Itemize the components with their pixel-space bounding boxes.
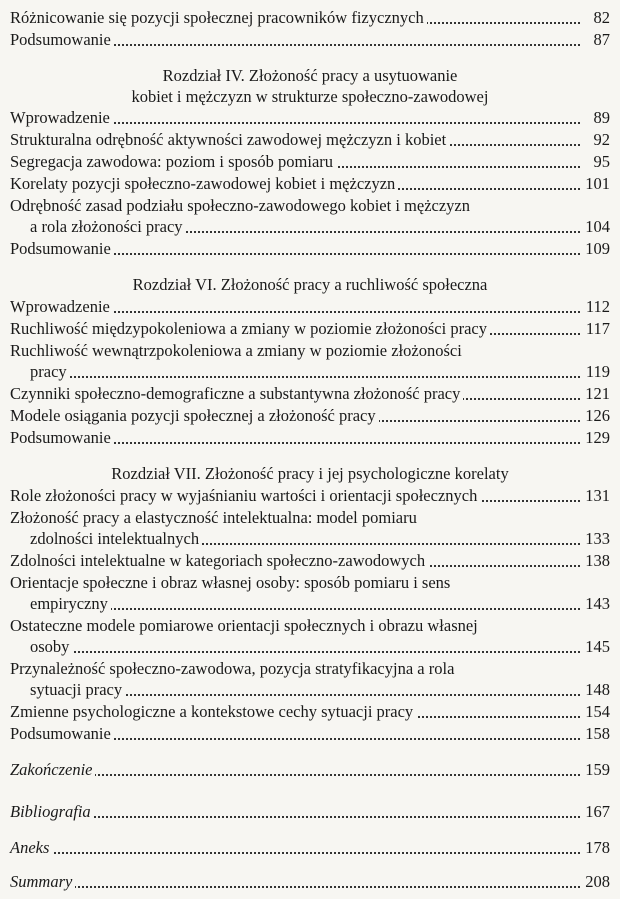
dot-leader — [10, 816, 580, 818]
toc-page-number: 101 — [582, 174, 610, 194]
toc-entry-label: empiryczny — [30, 594, 111, 614]
toc-entry — [10, 239, 610, 259]
toc-entry-first-line: Ruchliwość wewnątrzpokoleniowa a zmiany w poziomie złożoności — [10, 341, 462, 360]
toc-page-number: 145 — [582, 637, 610, 657]
toc-entry-label: Strukturalna odrębność aktywności zawodowej mężczyzn i kobiet — [10, 130, 449, 150]
toc-page-number: 158 — [582, 724, 610, 744]
toc-entry-label: Segregacja zawodowa: poziom i sposób pomiaru — [10, 152, 336, 172]
toc-page-number: 208 — [582, 872, 610, 892]
chapter-title: Rozdział VII. Złożoność pracy i jej psychologiczne korelaty — [111, 464, 509, 483]
toc-page-number: 126 — [582, 406, 610, 426]
dot-leader — [10, 852, 580, 854]
toc-entry-label: Summary — [10, 872, 75, 892]
toc-entry-label: pracy — [30, 362, 70, 382]
toc-entry-bibliography — [10, 802, 610, 822]
toc-page-number: 133 — [582, 529, 610, 549]
toc-entry-label: Wprowadzenie — [10, 297, 113, 317]
chapter-title: Rozdział VI. Złożoność pracy a ruchliwość społeczna — [132, 275, 488, 294]
toc-page-number: 138 — [582, 551, 610, 571]
toc-entry-label: Modele osiągania pozycji społecznej a złożoność pracy — [10, 406, 379, 426]
toc-page-number: 148 — [582, 680, 610, 700]
toc-entry-label: a rola złożoności pracy — [30, 217, 186, 237]
toc-entry-first-line: Odrębność zasad podziału społeczno-zawodowego kobiet i mężczyzn — [10, 196, 470, 215]
toc-page-number: 119 — [583, 362, 610, 382]
toc-entry-label: Aneks — [10, 838, 52, 858]
dot-leader — [30, 608, 580, 610]
toc-entry-label: Podsumowanie — [10, 428, 114, 448]
dot-leader — [30, 376, 580, 378]
toc-entry — [10, 174, 610, 194]
toc-entry-label: Zakończenie — [10, 760, 95, 780]
toc-entry-label: Podsumowanie — [10, 239, 114, 259]
toc-entry — [10, 319, 610, 339]
toc-entry — [10, 130, 610, 150]
toc-entry — [10, 108, 610, 128]
toc-entry — [10, 152, 610, 172]
toc-page-number: 154 — [582, 702, 610, 722]
toc-entry-label: osoby — [30, 637, 72, 657]
toc-entry — [10, 529, 610, 549]
toc-entry-label: Zmienne psychologiczne a kontekstowe cechy sytuacji pracy — [10, 702, 416, 722]
toc-entry-label: sytuacji pracy — [30, 680, 125, 700]
toc-entry — [10, 594, 610, 614]
toc-page-number: 112 — [583, 297, 610, 317]
toc-entry-label: Wprowadzenie — [10, 108, 113, 128]
toc-page-number: 178 — [582, 838, 610, 858]
toc-page-number: 109 — [582, 239, 610, 259]
toc-entry — [10, 362, 610, 382]
toc-page-number: 143 — [582, 594, 610, 614]
toc-entry — [10, 406, 610, 426]
toc-page-number: 131 — [582, 486, 610, 506]
dot-leader — [10, 886, 580, 888]
toc-page-number: 159 — [582, 760, 610, 780]
toc-entry — [10, 680, 610, 700]
toc-entry-label: Role złożoności pracy w wyjaśnianiu wartości i orientacji społecznych — [10, 486, 480, 506]
toc-entry-conclusion — [10, 760, 610, 780]
toc-page-number: 167 — [582, 802, 610, 822]
toc-entry — [10, 8, 610, 28]
toc-entry-label: Korelaty pozycji społeczno-zawodowej kobiet i mężczyzn — [10, 174, 398, 194]
toc-page-number: 117 — [583, 319, 610, 339]
toc-entry — [10, 428, 610, 448]
toc-page-number: 89 — [591, 108, 611, 128]
toc-page-number: 82 — [591, 8, 611, 28]
toc-page-number: 92 — [591, 130, 611, 150]
toc-entry-first-line: Złożoność pracy a elastyczność intelektualna: model pomiaru — [10, 508, 417, 527]
toc-page-number: 87 — [591, 30, 611, 50]
toc-page-number: 95 — [591, 152, 611, 172]
toc-entry-label: Podsumowanie — [10, 724, 114, 744]
toc-entry-summary — [10, 872, 610, 892]
toc-entry — [10, 486, 610, 506]
chapter-title-continued: kobiet i mężczyzn w strukturze społeczno-zawodowej — [131, 87, 489, 106]
toc-entry-annex — [10, 838, 610, 858]
toc-entry-first-line: Ostateczne modele pomiarowe orientacji społecznych i obrazu własnej — [10, 616, 478, 635]
toc-page-number: 129 — [582, 428, 610, 448]
toc-entry — [10, 217, 610, 237]
toc-entry — [10, 551, 610, 571]
toc-entry-label: Bibliografia — [10, 802, 94, 822]
toc-entry — [10, 702, 610, 722]
toc-entry-label: Podsumowanie — [10, 30, 114, 50]
toc-entry-label: Różnicowanie się pozycji społecznej pracowników fizycznych — [10, 8, 427, 28]
toc-entry — [10, 297, 610, 317]
toc-entry-first-line: Przynależność społeczno-zawodowa, pozycja stratyfikacyjna a rola — [10, 659, 455, 678]
toc-entry — [10, 384, 610, 404]
toc-page-number: 121 — [582, 384, 610, 404]
toc-entry-first-line: Orientacje społeczne i obraz własnej osoby: sposób pomiaru i sens — [10, 573, 451, 592]
dot-leader — [10, 774, 580, 776]
chapter-title: Rozdział IV. Złożoność pracy a usytuowanie — [162, 66, 458, 85]
toc-entry — [10, 30, 610, 50]
toc-entry — [10, 637, 610, 657]
dot-leader — [30, 651, 580, 653]
toc-entry-label: zdolności intelektualnych — [30, 529, 202, 549]
toc-entry-label: Czynniki społeczno-demograficzne a substantywna złożoność pracy — [10, 384, 463, 404]
toc-entry-label: Ruchliwość międzypokoleniowa a zmiany w poziomie złożoności pracy — [10, 319, 490, 339]
toc-entry-label: Zdolności intelektualne w kategoriach społeczno-zawodowych — [10, 551, 428, 571]
toc-page-number: 104 — [582, 217, 610, 237]
toc-entry — [10, 724, 610, 744]
